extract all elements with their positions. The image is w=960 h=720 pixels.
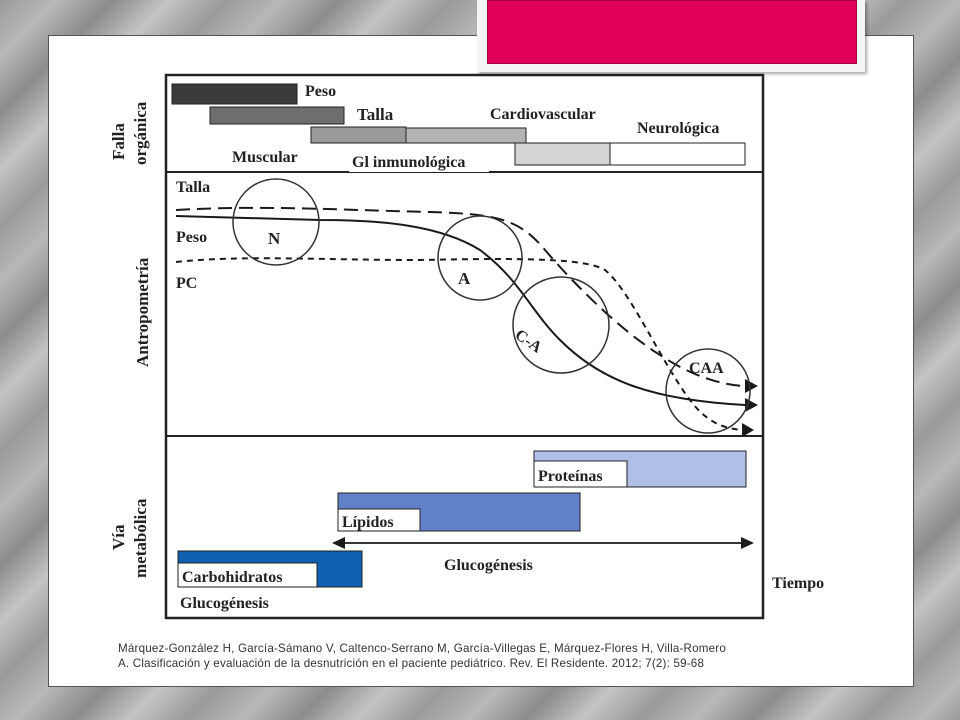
falla-talla-label: Talla: [357, 105, 394, 124]
antro-talla-label: Talla: [176, 179, 211, 196]
falla-cardiovascular-label: Cardiovascular: [490, 106, 596, 123]
citation: [118, 641, 878, 671]
arrow-talla: [745, 379, 758, 393]
via-glucogenesis-bottom-label: Glucogénesis: [180, 595, 269, 612]
falla-neurologica-label: Neurológica: [637, 120, 720, 137]
via-glucogenesis-mid-label: Glucogénesis: [444, 557, 533, 574]
glucogenesis-arrow-left: [332, 537, 345, 549]
antro-caa-label: CAA: [689, 360, 724, 377]
falla-muscular-label: Muscular: [232, 149, 298, 166]
label-via-line2: metabólica: [131, 498, 150, 578]
bar-neurologica: [610, 143, 745, 165]
label-falla-line1: Falla: [109, 123, 128, 160]
bar-peso: [172, 84, 297, 104]
curve-talla: [176, 208, 745, 386]
bar-cardiovascular: [515, 143, 610, 165]
antro-a-label: A: [458, 269, 471, 288]
antro-pc-label: PC: [176, 275, 198, 292]
citation-line2: A. Clasificación y evaluación de la desnutrición en el paciente pediátrico. Rev. El Residente. 2012; 7(2): 59-68: [118, 657, 705, 670]
citation-line1: Márquez-González H, García-Sámano V, Caltenco-Serrano M, García-Villegas E, Márquez-Flores H, Villa-Romero: [118, 642, 726, 655]
label-antropometria: Antropometría: [133, 257, 152, 367]
via-carbohidratos-label: Carbohidratos: [182, 569, 283, 586]
via-lipidos-label: Lípidos: [342, 514, 394, 531]
antro-peso-label: Peso: [176, 229, 208, 246]
arrow-pc: [742, 423, 754, 437]
falla-inmunologica-label: Gl inmunológica: [352, 154, 466, 171]
label-falla-line2: orgánica: [131, 101, 150, 165]
glucogenesis-arrow-right: [741, 537, 754, 549]
bar-muscular: [311, 127, 406, 143]
via-tiempo-label: Tiempo: [772, 575, 825, 592]
via-proteinas-label: Proteínas: [538, 468, 603, 485]
falla-peso-label: Peso: [305, 83, 337, 100]
antro-ca-label: C-A: [511, 326, 545, 357]
circle-n: [233, 179, 319, 265]
label-via-line1: Vía: [109, 524, 128, 550]
antro-n-label: N: [268, 229, 281, 248]
curve-peso: [176, 216, 745, 405]
circle-a: [438, 216, 522, 300]
bar-inmunologica: [406, 128, 526, 143]
circle-ca: [513, 277, 609, 373]
bar-talla: [210, 107, 344, 124]
